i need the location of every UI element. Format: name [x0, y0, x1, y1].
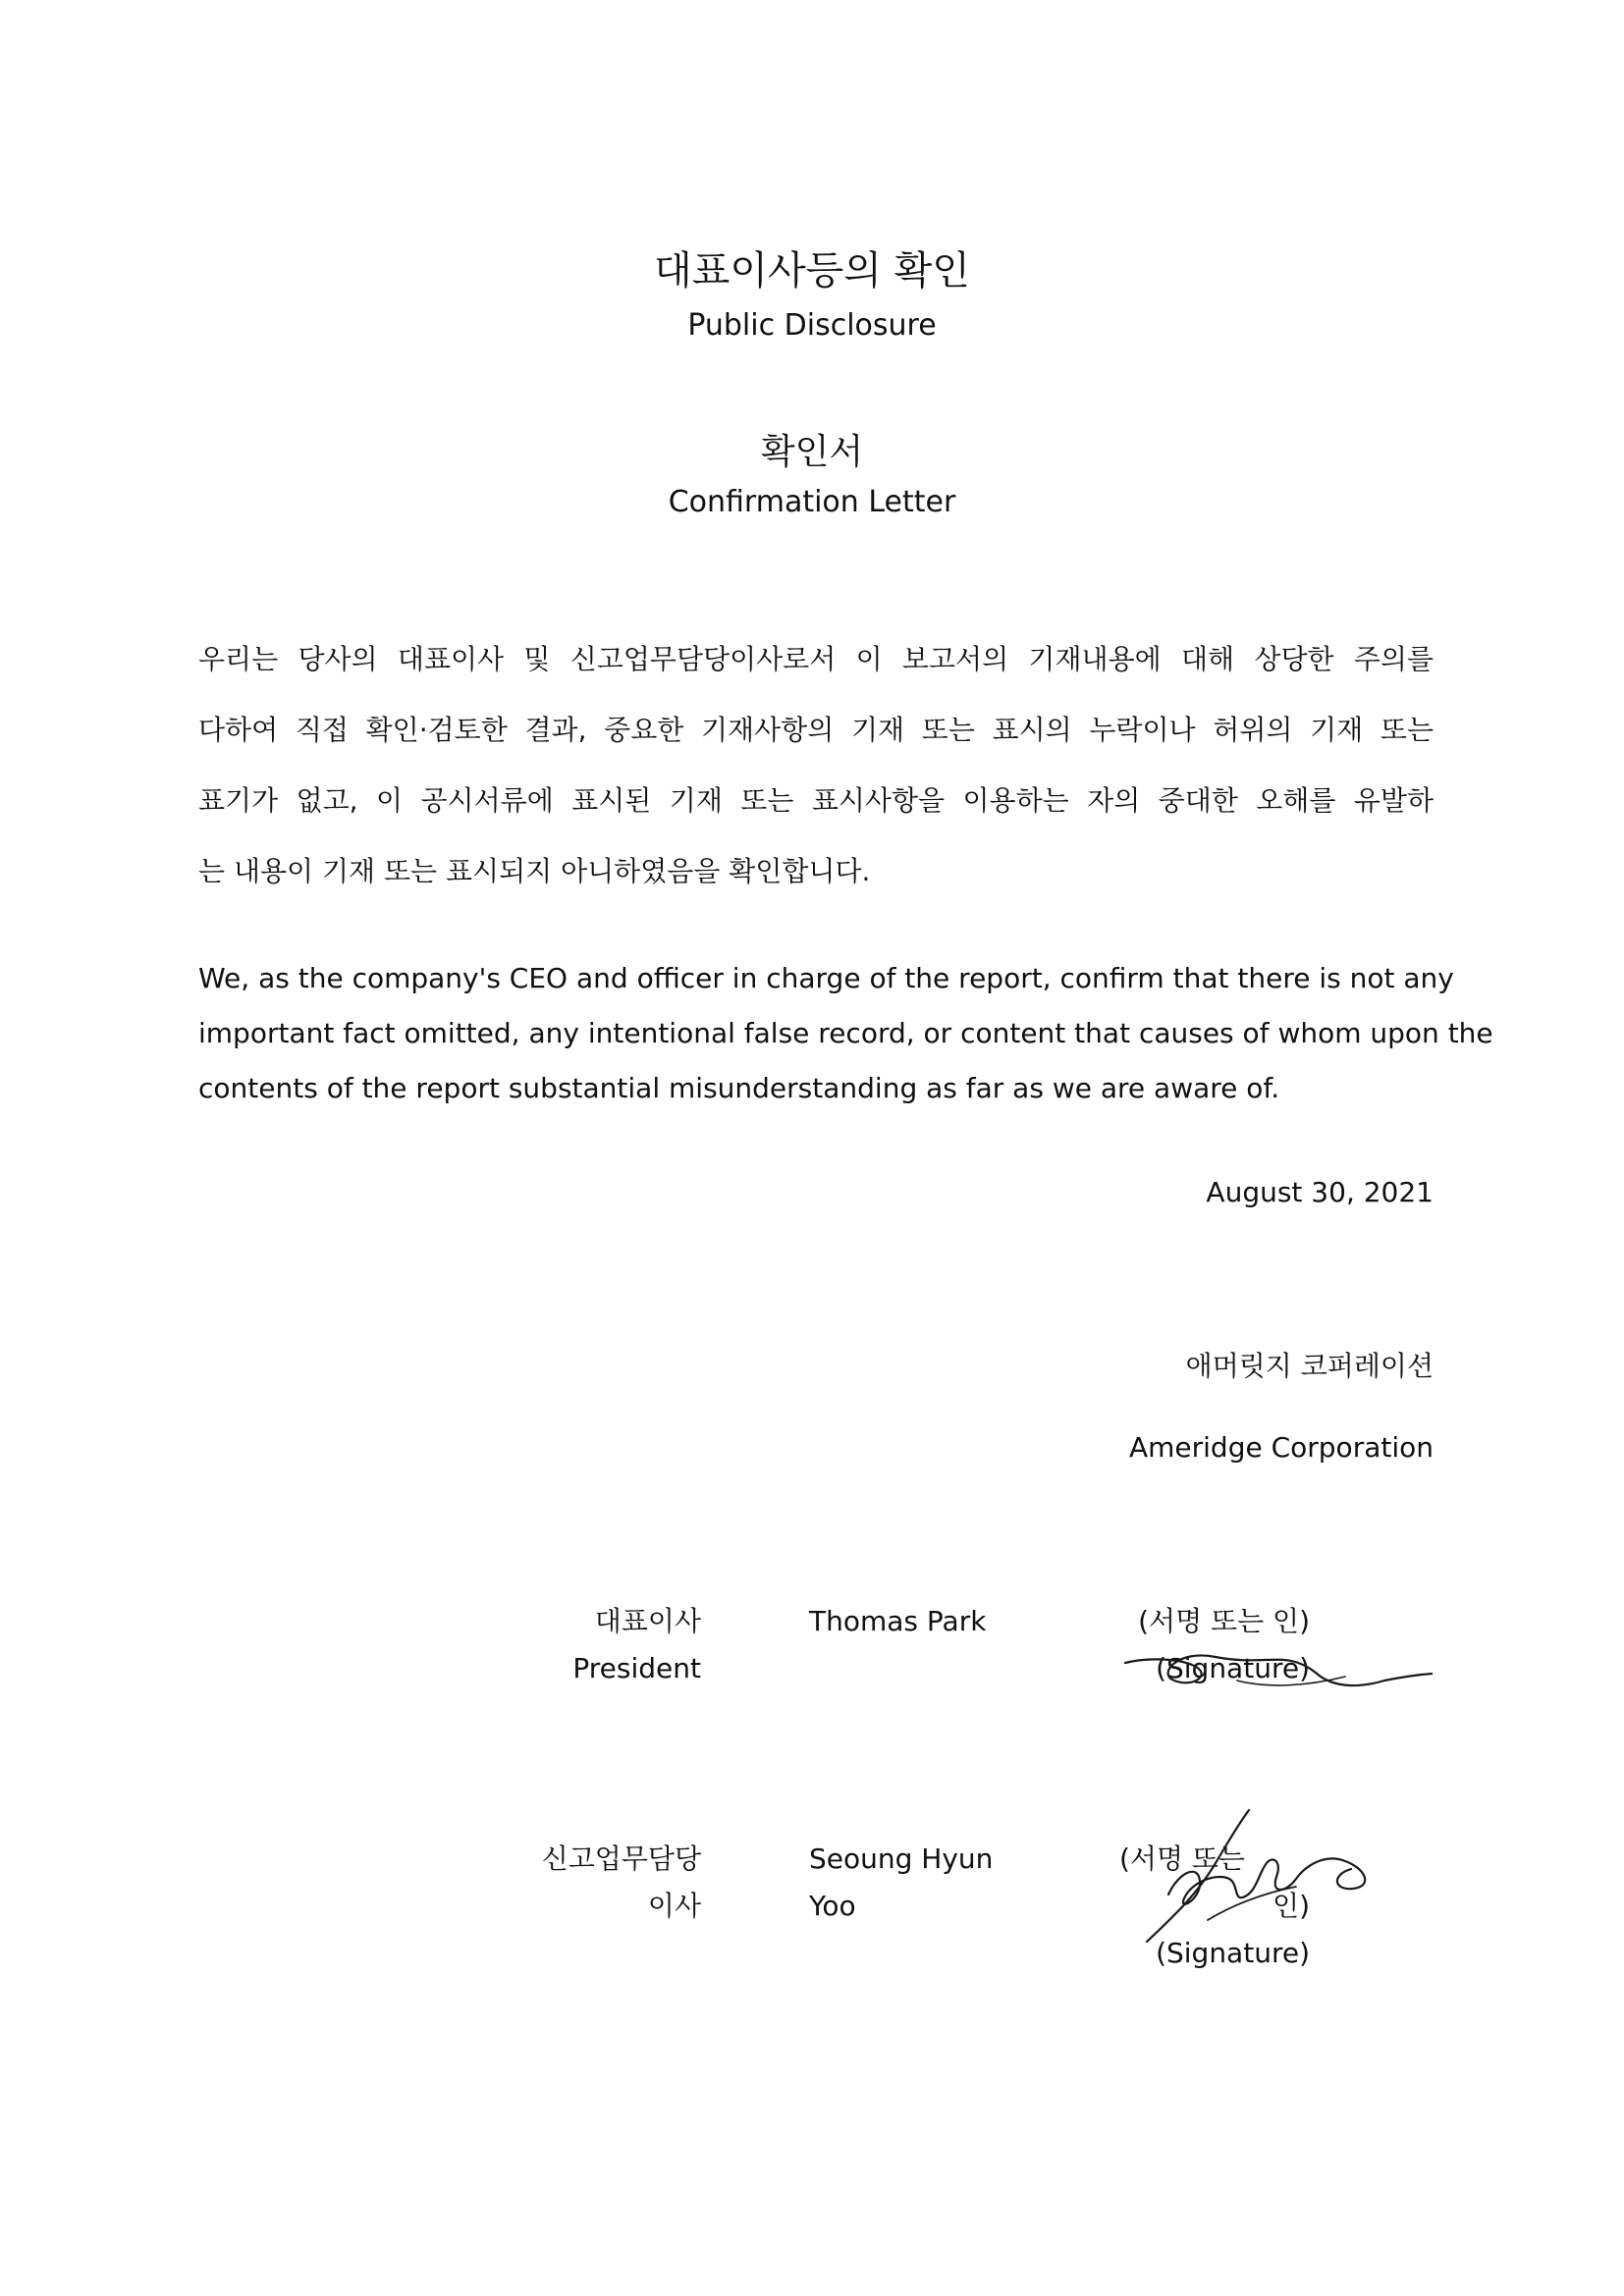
company-name-korean: 애머릿지 코퍼레이션	[1185, 1350, 1434, 1382]
subtitle-korean: 확인서	[760, 432, 864, 472]
korean-statement-line: 다하여 직접 확인·검토한 결과, 중요한 기재사항의 기재 또는 표시의 누락이나 허위의 기재 또는	[198, 714, 1434, 746]
page-title-korean: 대표이사등의 확인	[654, 248, 970, 294]
korean-statement-line: 우리는 당사의 대표이사 및 신고업무담당이사로서 이 보고서의 기재내용에 대해 상당한 주의를	[198, 643, 1434, 675]
signatory-name: Thomas Park	[809, 1605, 987, 1637]
document-date: August 30, 2021	[1206, 1176, 1434, 1208]
signature-caption-english: (Signature)	[1156, 1652, 1310, 1684]
signatory-role	[572, 1598, 701, 1692]
role-korean-line1: 신고업무담당	[541, 1842, 701, 1875]
signature-thomas-park	[1119, 1620, 1434, 1708]
role-korean: 대표이사	[594, 1605, 701, 1637]
signature-caption-korean: (서명 또는	[1118, 1842, 1245, 1875]
english-statement-line: We, as the company's CEO and officer in charge of the report, confirm that there is not any	[198, 962, 1454, 994]
company-name-english: Ameridge Corporation	[1128, 1431, 1434, 1464]
english-statement-line: contents of the report substantial misunderstanding as far as we are aware of.	[198, 1072, 1280, 1104]
subtitle-english: Confirmation Letter	[668, 485, 956, 519]
english-statement-line: important fact omitted, any intentional false record, or content that causes of whom upon the	[198, 1017, 1493, 1049]
signature-caption-english: (Signature)	[1156, 1937, 1310, 1969]
signatory-name-line2: Yoo	[809, 1890, 856, 1922]
role-korean-line2: 이사	[647, 1890, 701, 1922]
role-english: President	[572, 1652, 701, 1684]
signatory-name	[809, 1836, 993, 1930]
page-title-english: Public Disclosure	[687, 308, 937, 343]
signature-caption-korean: (서명 또는 인)	[1138, 1605, 1310, 1637]
korean-statement-line: 는 내용이 기재 또는 표시되지 아니하였음을 확인합니다.	[198, 855, 871, 887]
signatory-role	[542, 1836, 701, 1930]
korean-statement-line: 표기가 없고, 이 공시서류에 표시된 기재 또는 표시사항을 이용하는 자의 중대한 오해를 유발하	[198, 784, 1434, 817]
signature-seoung-hyun-yoo	[1139, 1804, 1394, 1951]
signatory-name-line1: Seoung Hyun	[809, 1842, 994, 1875]
signature-caption-korean-end: 인)	[1272, 1890, 1310, 1922]
